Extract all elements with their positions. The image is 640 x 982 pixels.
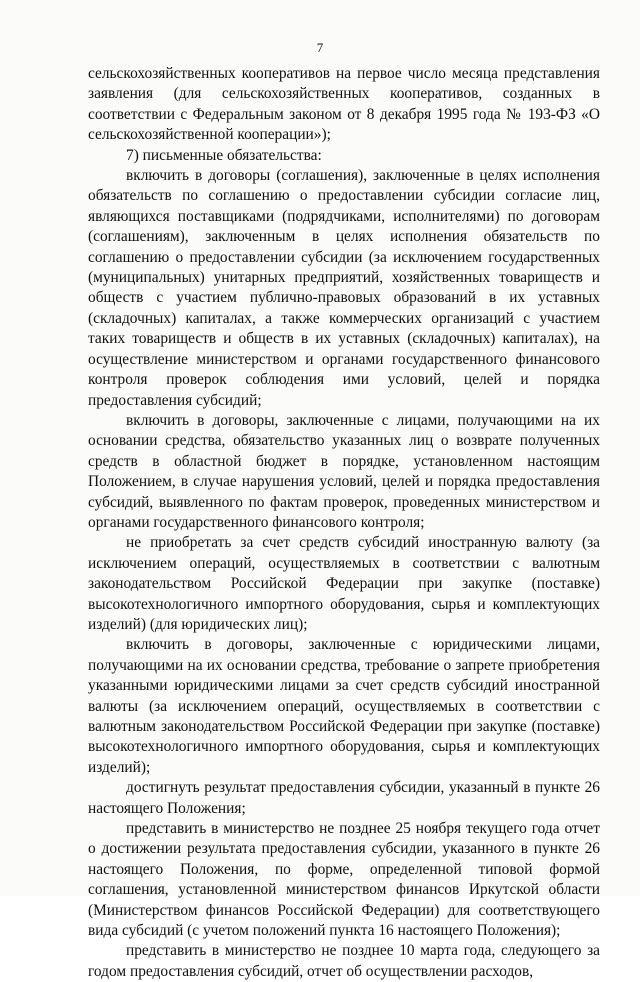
paragraph-no-foreign-currency: не приобретать за счет средств субсидий иностранную валюту (за исключением операций, осуществляемых в соответствии с валютным законодательством Российской Федерации при закупке (поставке) высокотехнологичного импортного оборудования, сырья и комплектующих изделий) (для юридических лиц); bbox=[88, 534, 600, 633]
paragraph-result-report: представить в министерство не позднее 25 ноября текущего года отчет о достижении результата предоставления субсидии, указанного в пункте 26 настоящего Положения, по форме, определенной типовой формой соглашения, установленной министерством финансов Иркутской области (Министерством финансов Российской Федерации) для соответствующего вида субсидий (с учетом положений пункта 16 настоящего Положения); bbox=[88, 820, 600, 940]
paragraph-contracts-refund: включить в договоры, заключенные с лицами, получающими на их основании средства, обязательство указанных лиц о возврате полученных средств в областной бюджет в порядке, установленном настоящим Положением, в случае нарушения условий, целей и порядка предоставления субсидий, выявленного по фактам проверок, проведенных министерством и органами государственного финансового контроля; bbox=[88, 411, 600, 531]
paragraph-continuation: сельскохозяйственных кооперативов на первое число месяца представления заявления (для сельскохозяйственных кооперативов, созданных в соответствии с Федеральным законом от 8 декабря 1995 года № 193-ФЗ «О сельскохозяйственной кооперации»); bbox=[88, 65, 600, 144]
paragraph-contracts-consent: включить в договоры (соглашения), заключенные в целях исполнения обязательств по соглашению о предоставлении субсидии согласие лиц, являющихся поставщиками (подрядчиками, исполнителями) по договорам (соглашениям), заключенным в целях исполнения обязательств по соглашению о предоставлении субсидии (за исключением государственных (муниципальных) унитарных предприятий, хозяйственных товариществ и обществ с участием публично-правовых образований в их уставных (складочных) капиталах, а также коммерческих организаций с участием таких товариществ и обществ в их уставных (складочных) капиталах), на осуществление министерством и органами государственного финансового контроля проверок соблюдения ими условий, целей и порядка предоставления субсидий; bbox=[88, 167, 600, 409]
document-body bbox=[88, 64, 600, 982]
paragraph-item-7-heading: 7) письменные обязательства: bbox=[126, 146, 322, 164]
page-number: 7 bbox=[316, 40, 324, 55]
paragraph-contracts-currency-ban: включить в договоры, заключенные с юридическими лицами, получающими на их основании средства, требование о запрете приобретения указанными юридическими лицами за счет средств субсидий иностранной валюты (за исключением операций, осуществляемых в соответствии с валютным законодательством Российской Федерации при закупке (поставке) высокотехнологичного импортного оборудования, сырья и комплектующих изделий); bbox=[88, 636, 600, 776]
paragraph-expense-report: представить в министерство не позднее 10 марта года, следующего за годом предоставления субсидий, отчет об осуществлении расходов, bbox=[88, 942, 600, 980]
paragraph-achieve-result: достигнуть результат предоставления субсидии, указанный в пункте 26 настоящего Положения; bbox=[88, 779, 600, 817]
